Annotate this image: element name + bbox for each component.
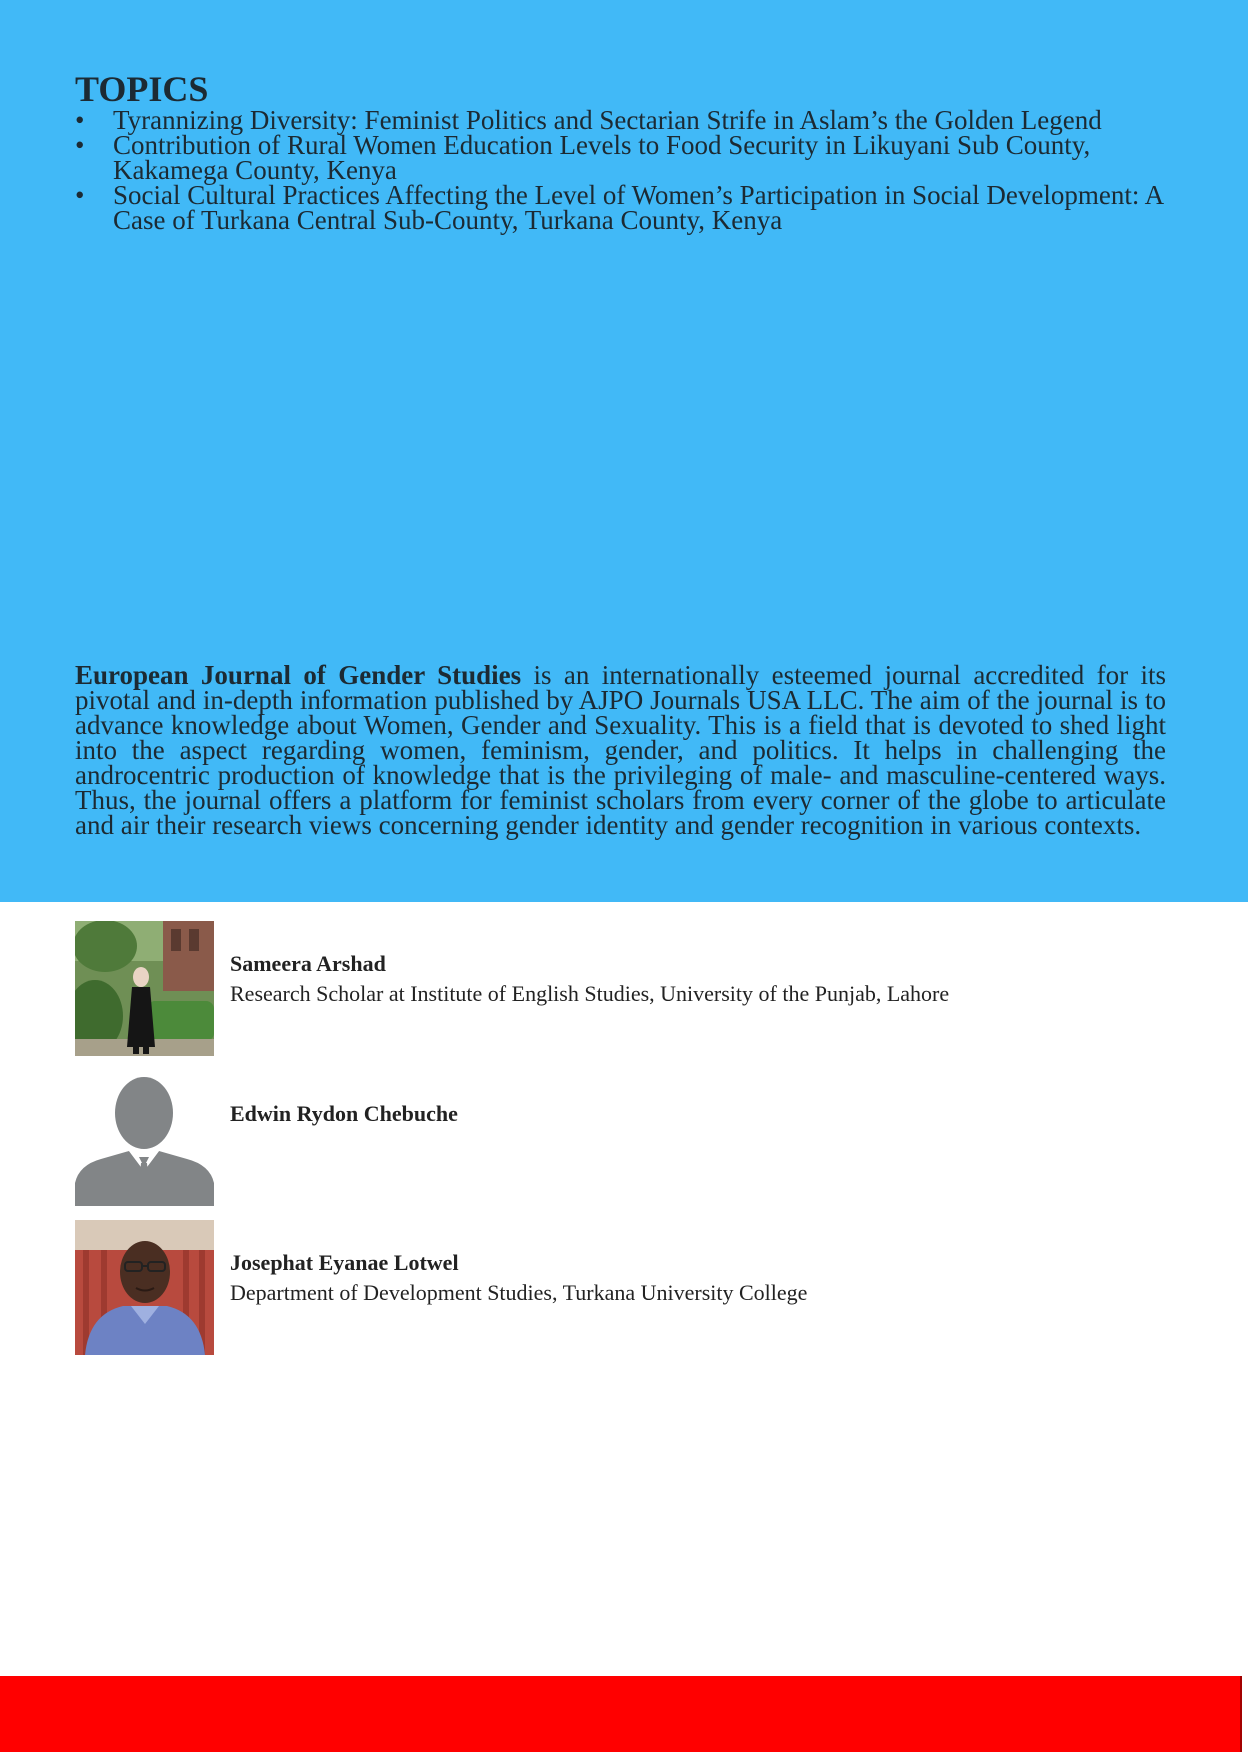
topic-item [75,180,1175,235]
topic-item [75,130,1175,185]
author-name: Edwin Rydon Chebuche [230,1101,458,1126]
topics-list [75,105,1175,235]
bullet-icon: • [75,180,85,210]
topic-text: Contribution of Rural Women Education Levels to Food Security in Likuyani Sub County, Kakamega County, Kenya [113,130,1091,185]
author-entry [75,1220,1175,1355]
author-entry [75,921,1175,1056]
journal-description [75,660,1166,840]
author-name: Sameera Arshad [230,951,386,976]
author-info [230,1248,1170,1308]
author-info [230,949,1170,1009]
topics-title: TOPICS [75,69,209,109]
bullet-icon: • [75,105,85,135]
journal-name: European Journal of Gender Studies [75,660,522,690]
author-name: Josephat Eyanae Lotwel [230,1250,459,1275]
topic-text: Social Cultural Practices Affecting the Level of Women’s Participation in Social Development: A Case of Turkana Central Sub-County, Turkana County, Kenya [113,180,1163,235]
topic-text: Tyrannizing Diversity: Feminist Politics and Sectarian Strife in Aslam’s the Golden Legend [113,105,1102,135]
author-photo [75,1220,214,1355]
journal-description-text: is an internationally esteemed journal accredited for its pivotal and in-depth information published by AJPO Journals USA LLC. The aim of the journal is to advance knowledge about Women, Gender and Sexuality. This is a field that is devoted to shed light into the aspect regarding women, feminism, gender, and politics. It helps in challenging the androcentric production of knowledge that is the privileging of male- and masculine-centered ways. Thus, the journal offers a platform for feminist scholars from every corner of the globe to articulate and air their research views concerning gender identity and gender recognition in various contexts. [75,660,1166,840]
author-affiliation: Department of Development Studies, Turkana University College [230,1280,808,1305]
author-photo-garden-icon [75,921,214,1056]
footer-red-band [0,1676,1240,1752]
topics-section [75,70,1175,233]
author-affiliation: Research Scholar at Institute of English Studies, University of the Punjab, Lahore [230,981,950,1006]
author-photo [75,921,214,1056]
author-entry [75,1071,1175,1206]
footer-red-band-edge [1240,1676,1242,1752]
bullet-icon: • [75,130,85,160]
author-info [230,1099,1170,1129]
person-silhouette-icon [75,1071,214,1206]
author-photo [75,1071,214,1206]
author-photo-portrait-icon [75,1220,214,1355]
